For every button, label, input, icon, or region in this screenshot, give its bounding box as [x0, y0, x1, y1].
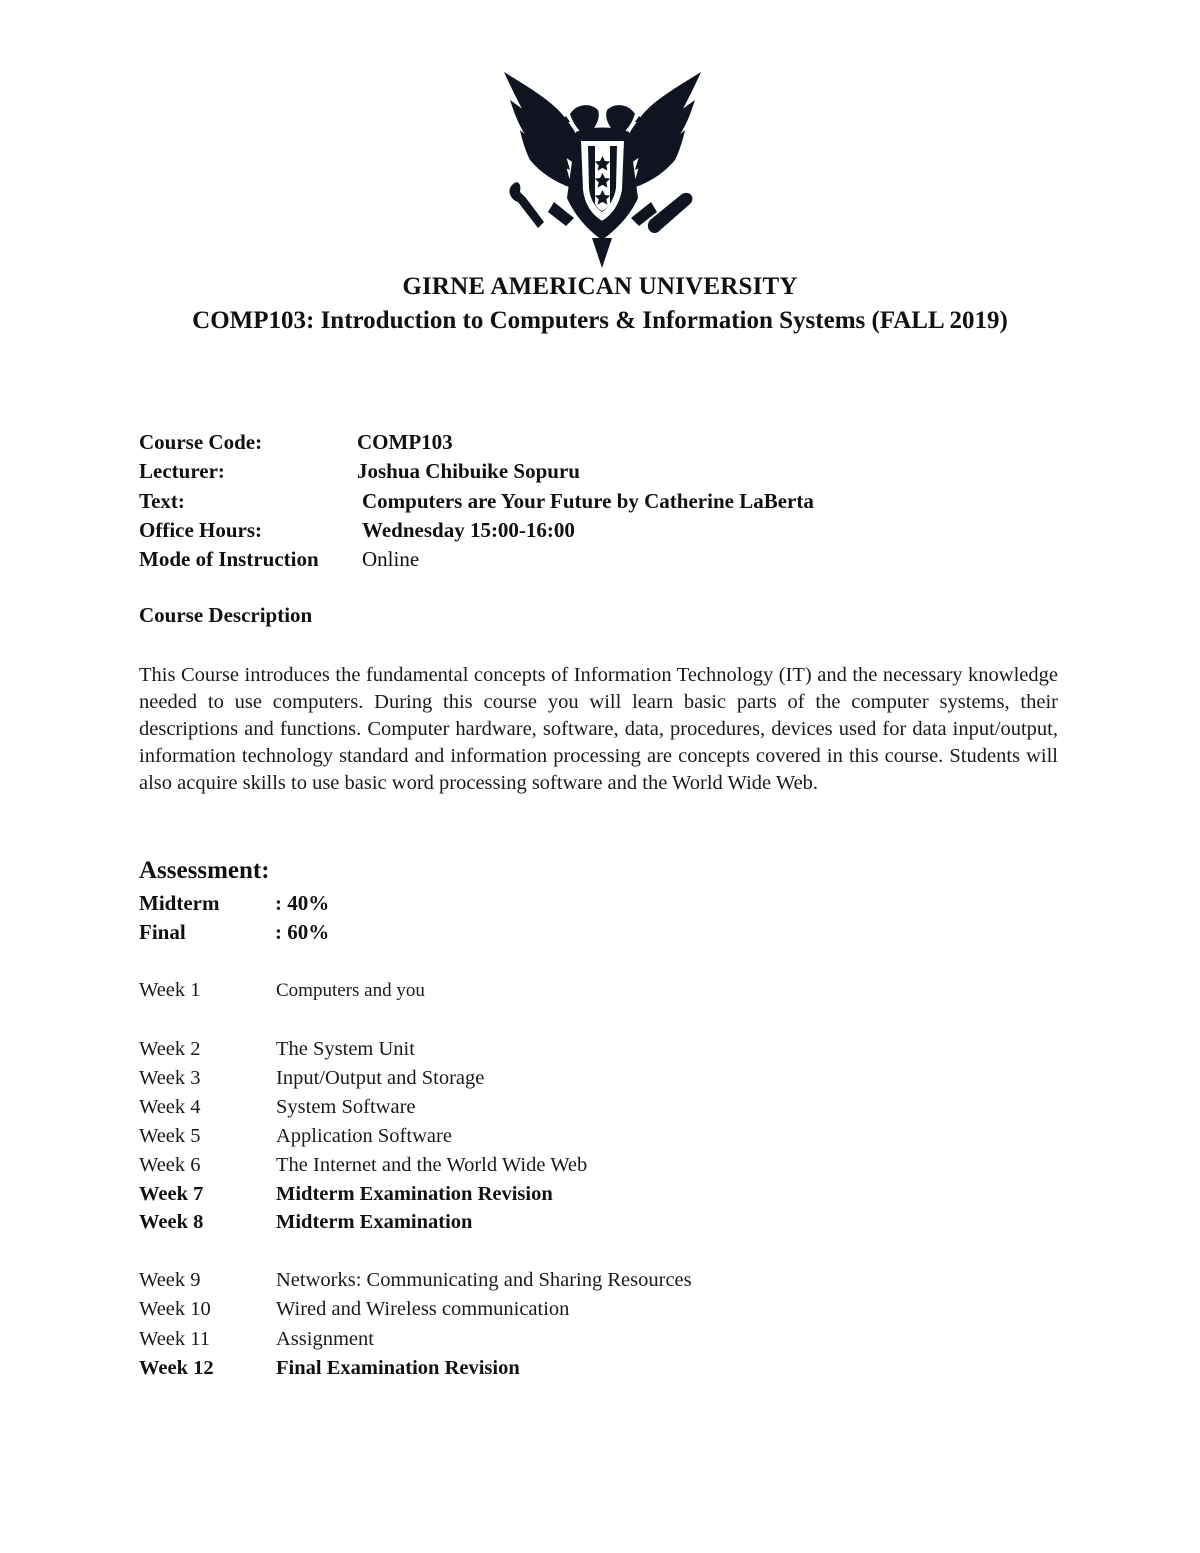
- schedule-row: [139, 1180, 553, 1209]
- schedule-row: [139, 1208, 473, 1237]
- week-label: Week 4: [139, 1096, 201, 1118]
- info-value: Online: [362, 547, 420, 572]
- schedule-row: [139, 976, 425, 1005]
- week-label: Week 9: [139, 1269, 201, 1291]
- week-topic: Input/Output and Storage: [276, 1067, 485, 1089]
- info-label: Office Hours:: [139, 517, 263, 542]
- week-label: Week 3: [139, 1067, 201, 1089]
- week-label: Week 10: [139, 1298, 211, 1320]
- schedule-row: [139, 1035, 415, 1064]
- course-description-heading: Course Description: [139, 603, 313, 627]
- week-topic: Midterm Examination: [276, 1211, 473, 1233]
- week-topic: Wired and Wireless communication: [276, 1298, 570, 1320]
- course-description-text: This Course introduces the fundamental concepts of Information Technology (IT) and the necessary knowledge needed to use computers. During this course you will learn basic parts of the computer systems, their descriptions and functions. Computer hardware, software, data, procedures, devices used for data input/output, information technology standard and information processing are concepts covered in this course. Students will also acquire skills to use basic word processing software and the World Wide Web.: [139, 664, 1058, 794]
- info-label: Text:: [139, 488, 185, 513]
- week-topic: Application Software: [276, 1125, 452, 1147]
- info-label: Lecturer:: [139, 459, 225, 484]
- assessment-value: : 40%: [275, 891, 330, 915]
- assessment-label: Final: [139, 920, 186, 944]
- schedule-row: [139, 1151, 588, 1180]
- assessment-heading: Assessment:: [139, 857, 270, 884]
- schedule-row: [139, 1325, 374, 1354]
- week-label: Week 8: [139, 1211, 204, 1233]
- course-title: COMP103: Introduction to Computers & Information Systems (FALL 2019): [192, 307, 1008, 334]
- info-value: Wednesday 15:00-16:00: [362, 517, 575, 542]
- week-topic: Midterm Examination Revision: [276, 1183, 553, 1205]
- week-topic: The System Unit: [276, 1038, 415, 1060]
- week-label: Week 12: [139, 1357, 214, 1379]
- assessment-item-final: [139, 918, 330, 947]
- week-topic: Computers and you: [276, 980, 425, 1001]
- week-label: Week 7: [139, 1183, 204, 1205]
- week-label: Week 2: [139, 1038, 201, 1060]
- week-label: Week 1: [139, 979, 201, 1001]
- schedule-row: [139, 1354, 520, 1383]
- week-topic: Assignment: [276, 1328, 374, 1350]
- week-label: Week 6: [139, 1154, 201, 1176]
- assessment-label: Midterm: [139, 891, 220, 915]
- week-label: Week 11: [139, 1328, 211, 1350]
- assessment-value: : 60%: [275, 920, 330, 944]
- info-value: COMP103: [357, 430, 453, 454]
- info-label: Course Code:: [139, 430, 263, 454]
- info-label: Mode of Instruction: [139, 547, 319, 572]
- info-value: Computers are Your Future by Catherine LaBerta: [362, 488, 814, 513]
- schedule-row: [139, 1064, 485, 1093]
- week-label: Week 5: [139, 1125, 201, 1147]
- week-topic: System Software: [276, 1096, 416, 1118]
- university-name: GIRNE AMERICAN UNIVERSITY: [402, 273, 798, 300]
- assessment-item-midterm: [139, 889, 330, 918]
- university-crest-icon: [500, 70, 705, 268]
- week-topic: Networks: Communicating and Sharing Resources: [276, 1269, 692, 1291]
- schedule-row: [139, 1093, 416, 1122]
- schedule-row: [139, 1266, 692, 1295]
- schedule-row: [139, 1295, 570, 1324]
- week-topic: The Internet and the World Wide Web: [276, 1154, 588, 1176]
- week-topic: Final Examination Revision: [276, 1357, 520, 1379]
- schedule-row: [139, 1122, 452, 1151]
- info-value: Joshua Chibuike Sopuru: [357, 459, 580, 484]
